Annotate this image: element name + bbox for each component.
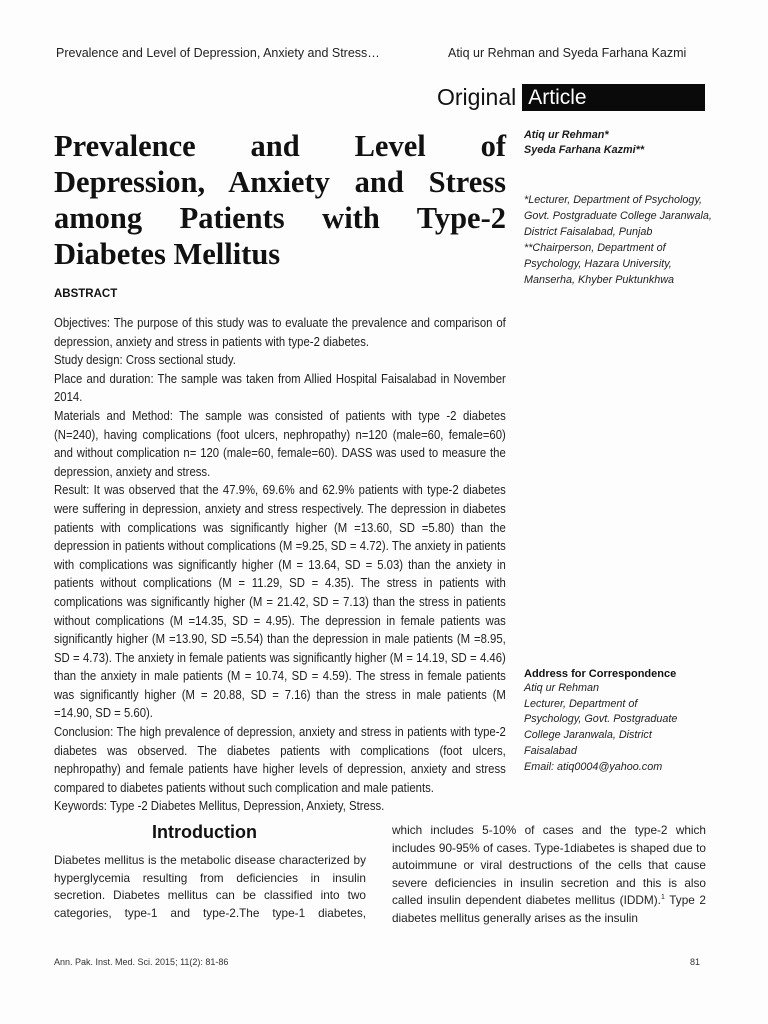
section-heading-introduction: Introduction xyxy=(152,822,257,842)
author-list xyxy=(524,128,724,158)
correspondence-line: Psychology, Govt. Postgraduate xyxy=(524,713,678,726)
correspondence-heading: Address for Correspondence xyxy=(524,668,677,680)
abstract-study-design: Study design: Cross sectional study. xyxy=(54,353,236,368)
affiliation: **Chairperson, Department of Psychology, Hazara University, Manserha, Khyber Puktunkhwa xyxy=(524,242,675,286)
correspondence-line: Faisalabad xyxy=(524,744,577,757)
correspondence-line: Atiq ur Rehman xyxy=(524,682,600,694)
abstract-result: Result: It was observed that the 47.9%, 69.6% and 62.9% patients with type-2 diabetes were suffering in depression, anxiety and stress respectively. The depression in diabetes patients with complications was significantly higher (M =13.60, SD =5.80) than the depression in patients without complications (M =9.25, SD = 4.72). The anxiety in patients with complications was significantly higher (M = 13.64, SD = 5.03) than the anxiety in patients without complications (M = 11.29, SD = 4.35). The stress in patients with complications was significantly higher (M = 21.42, SD = 7.13) than the stress in patients without complications (M =14.35, SD = 4.95). The depression in female patients was significantly higher (M =13.90, SD =5.54) than the depression in male patients (M =8.95, SD = 4.73). The anxiety in female patients was significantly higher (M = 14.19, SD = 4.46) than the anxiety in male patients (M = 10.74, SD = 4.59). The stress in female patients was significantly higher (M = 20.88, SD = 7.16) than the stress in male patients (M =14.90, SD = 5.60). xyxy=(54,483,506,721)
author-name: Atiq ur Rehman* xyxy=(524,129,609,141)
article-title: Prevalence and Level of Depression, Anxiety and Stress among Patients with Type-2 Diabetes Mellitus xyxy=(54,129,506,271)
introduction-right-text-continued: Type 2 diabetes mellitus generally arises as the insulin xyxy=(392,893,706,925)
citation-reference: 1 xyxy=(660,894,665,902)
running-head-authors: Atiq ur Rehman and Syeda Farhana Kazmi xyxy=(448,46,687,60)
affiliations xyxy=(524,192,724,288)
author-name: Syeda Farhana Kazmi** xyxy=(524,144,645,156)
running-head-title: Prevalence and Level of Depression, Anxiety and Stress… xyxy=(56,46,380,60)
correspondence-block xyxy=(524,668,734,775)
tag-original-label: Original xyxy=(437,84,517,110)
correspondence-email: Email: atiq0004@yahoo.com xyxy=(524,760,663,773)
correspondence-line: Lecturer, Department of xyxy=(524,697,638,710)
abstract-objectives: Objectives: The purpose of this study was to evaluate the prevalence and comparison of depression, anxiety and stress in patients with type-2 diabetes. xyxy=(54,316,506,349)
abstract-keywords: Keywords: Type -2 Diabetes Mellitus, Depression, Anxiety, Stress. xyxy=(54,799,385,814)
correspondence-line: College Jaranwala, District xyxy=(524,729,652,742)
abstract-place: Place and duration: The sample was taken from Allied Hospital Faisalabad in November 2014. xyxy=(54,371,506,405)
abstract-heading: ABSTRACT xyxy=(54,288,118,300)
footer-citation: Ann. Pak. Inst. Med. Sci. 2015; 11(2): 81-86 xyxy=(54,957,229,967)
introduction-right-text: which includes 5-10% of cases and the type-2 which includes 90-95% of cases. Type-1diabetes is shaped due to autoimmune or viral destructions of the cells that cause severe deficiencies in insulin secretion and this is also called insulin dependent diabetes mellitus (IDDM). xyxy=(392,823,706,908)
introduction-right-column xyxy=(392,822,706,928)
abstract-conclusion: Conclusion: The high prevalence of depression, anxiety and stress in patients with type-2 diabetes was observed. The diabetes patients with complications (foot ulcers, nephropathy) and female patients have higher levels of depression, anxiety and stress compared to diabetes patients without such complication and male patients. xyxy=(54,725,506,795)
abstract-methods: Materials and Method: The sample was consisted of patients with type -2 diabetes (N=240), having complications (foot ulcers, nephropathy) n=120 (male=60, female=60) and without complication n= 120 (male=60, female=60). DASS was used to measure the depression, anxiety and stress. xyxy=(54,408,506,479)
affiliation: *Lecturer, Department of Psychology, Govt. Postgraduate College Jaranwala, District Faisalabad, Punjab xyxy=(524,194,712,238)
article-type-tag xyxy=(437,84,705,111)
page-number: 81 xyxy=(690,957,701,967)
tag-article-label: Article xyxy=(522,84,705,111)
abstract-body xyxy=(54,314,506,816)
introduction-left-column: Diabetes mellitus is the metabolic disease characterized by hyperglycemia resulting from deficiencies in insulin secretion. Diabetes mellitus can be classified into two categories, type-1 and type-2.The type-1 diabetes, xyxy=(54,853,366,920)
